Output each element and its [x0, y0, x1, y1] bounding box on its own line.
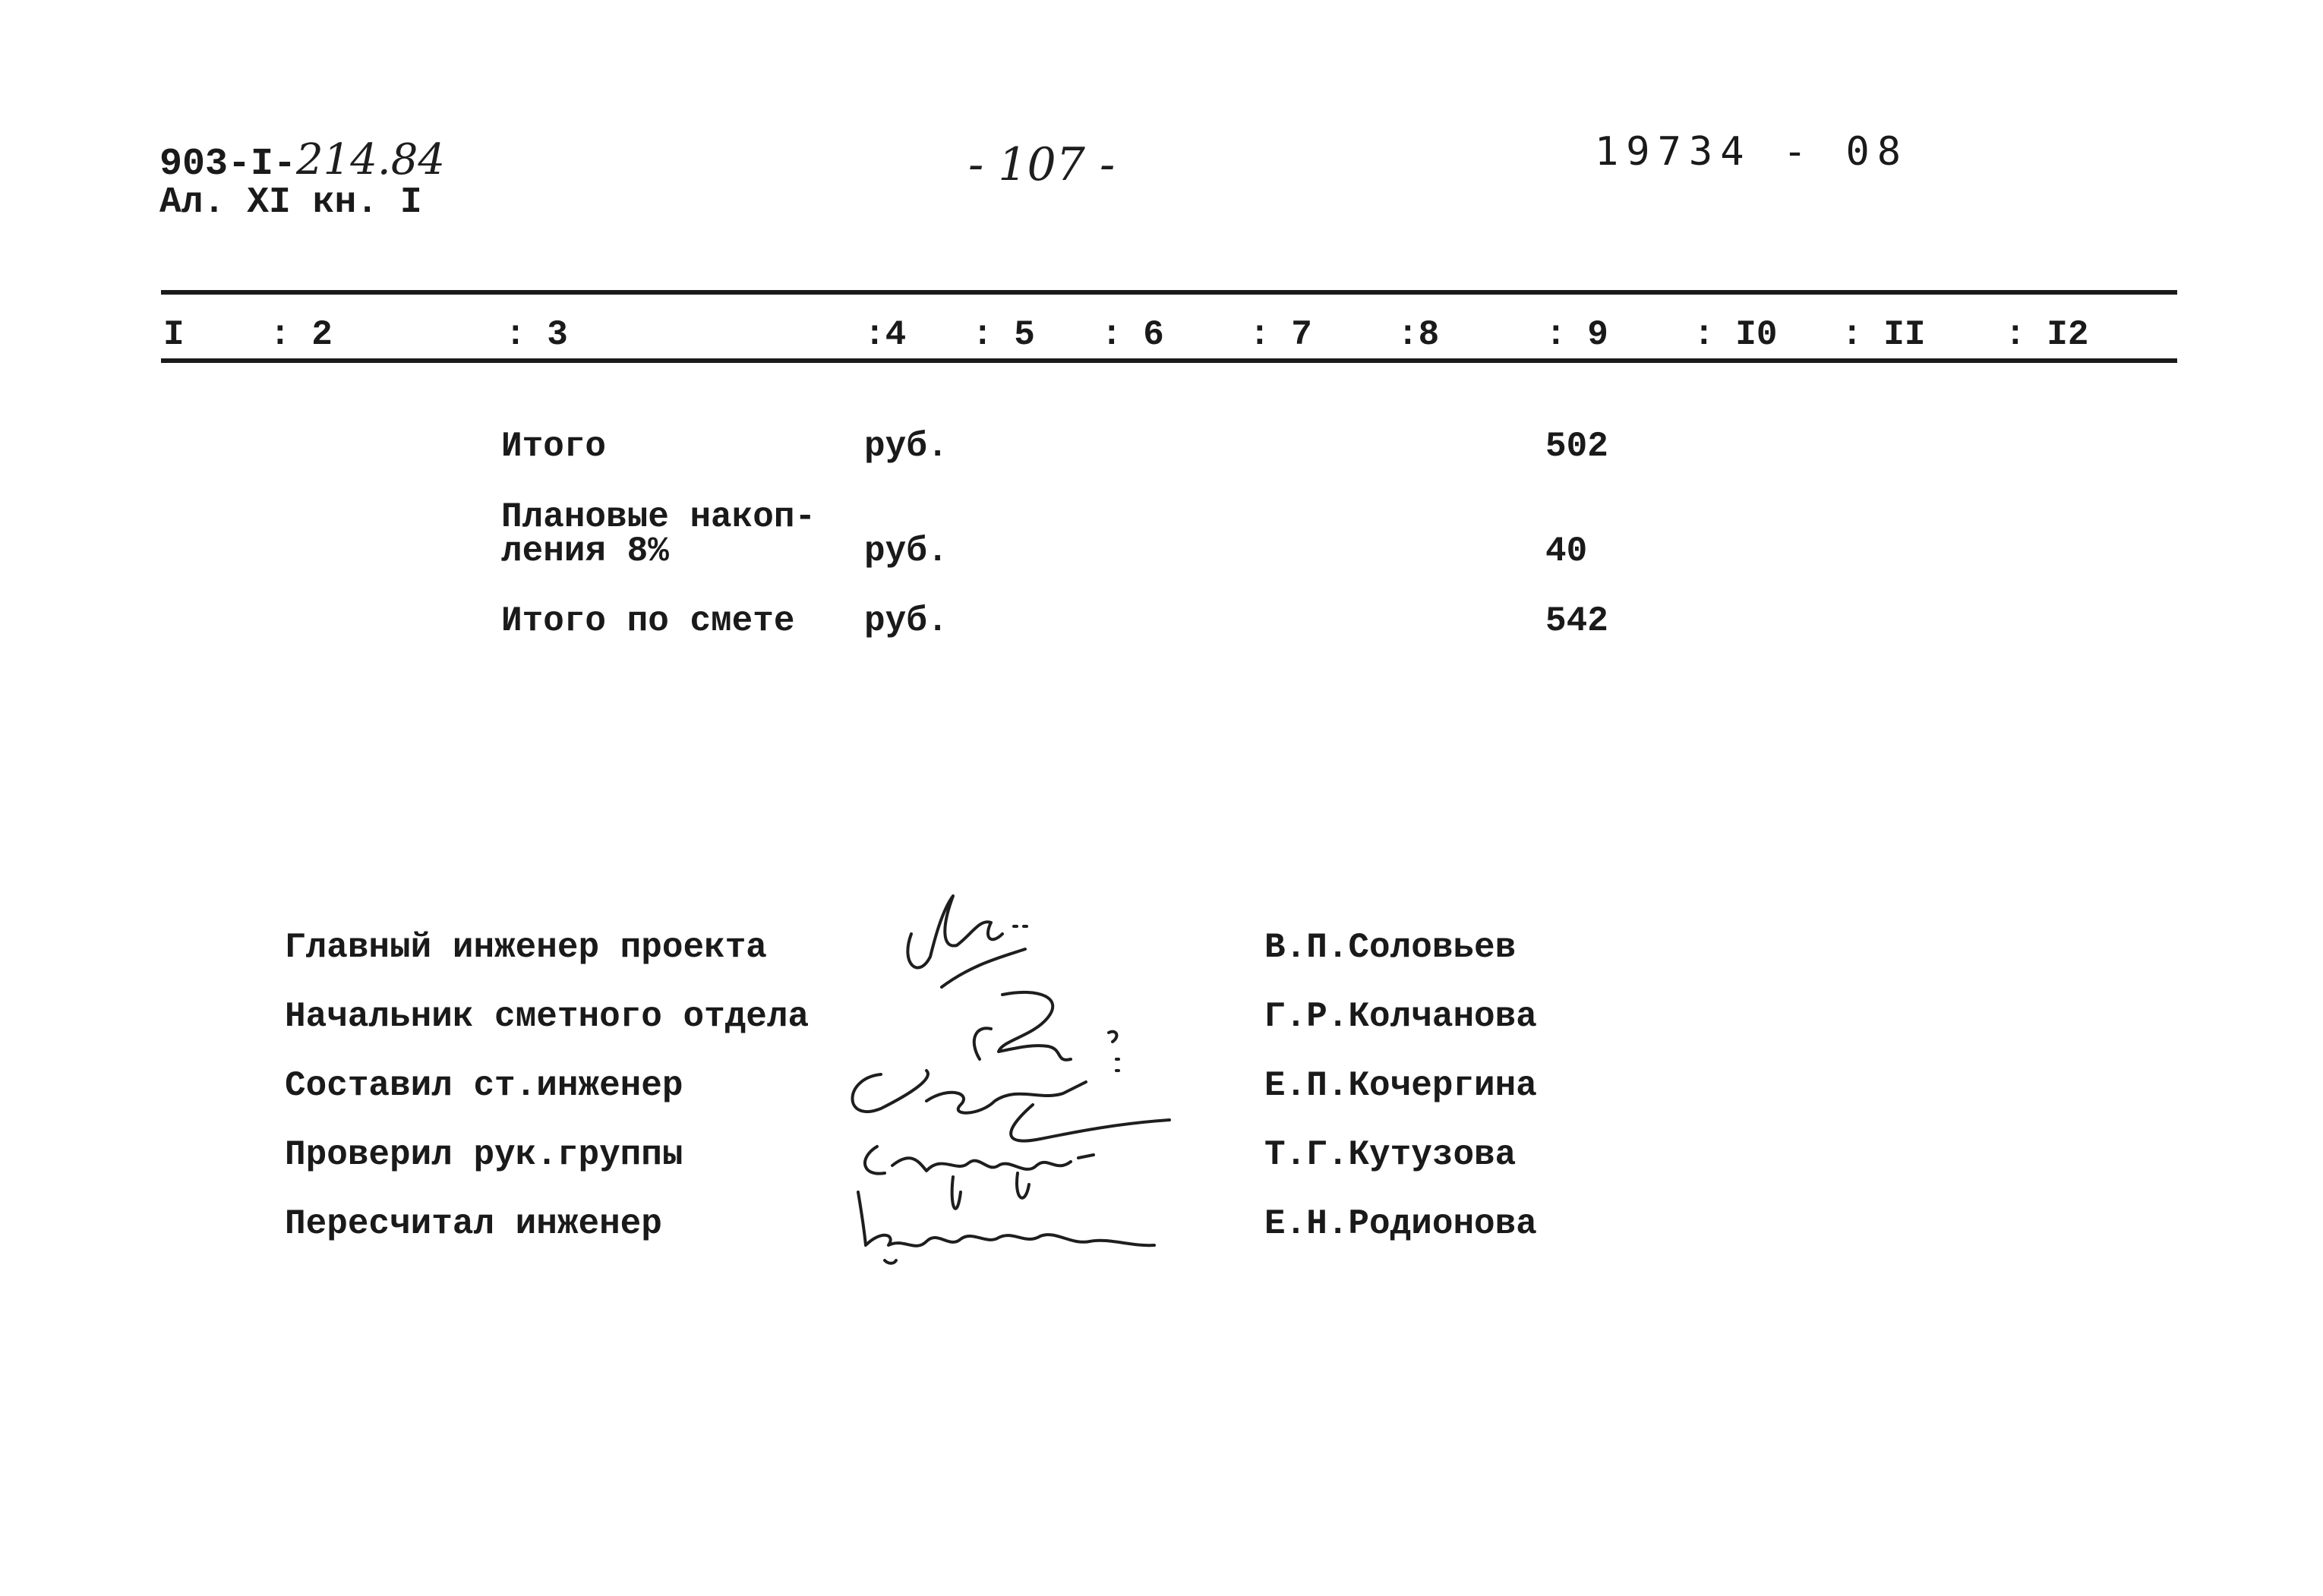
column-number: :8	[1397, 315, 1440, 355]
handwritten-signature-icon	[974, 992, 1119, 1060]
column-number: : I0	[1693, 315, 1778, 355]
column-number: : 9	[1545, 315, 1608, 355]
signatory-name: Е.Н.Родионова	[1264, 1204, 1537, 1244]
summary-label: Итого по смете	[501, 601, 795, 641]
column-number: : 2	[270, 315, 333, 355]
column-number: : I2	[2005, 315, 2089, 355]
album-book-line: Ал. XI кн. I	[159, 182, 422, 223]
summary-label-continued: ления 8%	[501, 531, 669, 571]
signatory-name: Г.Р.Колчанова	[1264, 997, 1537, 1036]
table-top-rule	[161, 290, 2177, 295]
handwritten-signature-icon	[865, 1147, 1094, 1209]
summary-unit: руб.	[864, 601, 948, 641]
column-number: : 3	[505, 315, 568, 355]
document-code-handwritten: 214.84	[296, 135, 445, 185]
handwritten-signature-icon	[907, 896, 1027, 987]
document-code-prefix: 903-I-	[159, 143, 297, 186]
summary-value: 40	[1545, 531, 1588, 571]
signatory-position: Начальник сметного отдела	[285, 997, 810, 1036]
column-number: I	[163, 315, 185, 355]
signatory-name: В.П.Соловьев	[1264, 928, 1517, 967]
table-bottom-rule	[161, 358, 2177, 363]
column-number: : 5	[972, 315, 1035, 355]
summary-label: Плановые накоп-	[501, 497, 816, 537]
document-code	[159, 135, 445, 186]
summary-unit: руб.	[864, 531, 948, 571]
page-number: - 107 -	[968, 138, 1116, 191]
handwritten-signatures-icon	[828, 873, 1253, 1283]
summary-unit: руб.	[864, 427, 948, 466]
signatory-position: Составил ст.инженер	[285, 1066, 683, 1106]
summary-label: Итого	[501, 427, 607, 466]
column-number: : 6	[1101, 315, 1164, 355]
signatory-position: Проверил рук.группы	[285, 1135, 683, 1175]
summary-value: 542	[1545, 601, 1608, 641]
signatory-position: Пересчитал инженер	[285, 1204, 662, 1244]
column-number: : II	[1842, 315, 1926, 355]
summary-value: 502	[1545, 427, 1608, 466]
handwritten-signature-icon	[858, 1192, 1154, 1263]
column-number: :4	[864, 315, 907, 355]
signatory-name: Т.Г.Кутузова	[1264, 1135, 1517, 1175]
handwritten-signature-icon	[853, 1071, 1170, 1141]
signatory-name: Е.П.Кочергина	[1264, 1066, 1537, 1106]
archive-number: 19734 - 08	[1595, 129, 1909, 175]
column-number: : 7	[1249, 315, 1312, 355]
signatory-position: Главный инженер проекта	[285, 928, 767, 967]
